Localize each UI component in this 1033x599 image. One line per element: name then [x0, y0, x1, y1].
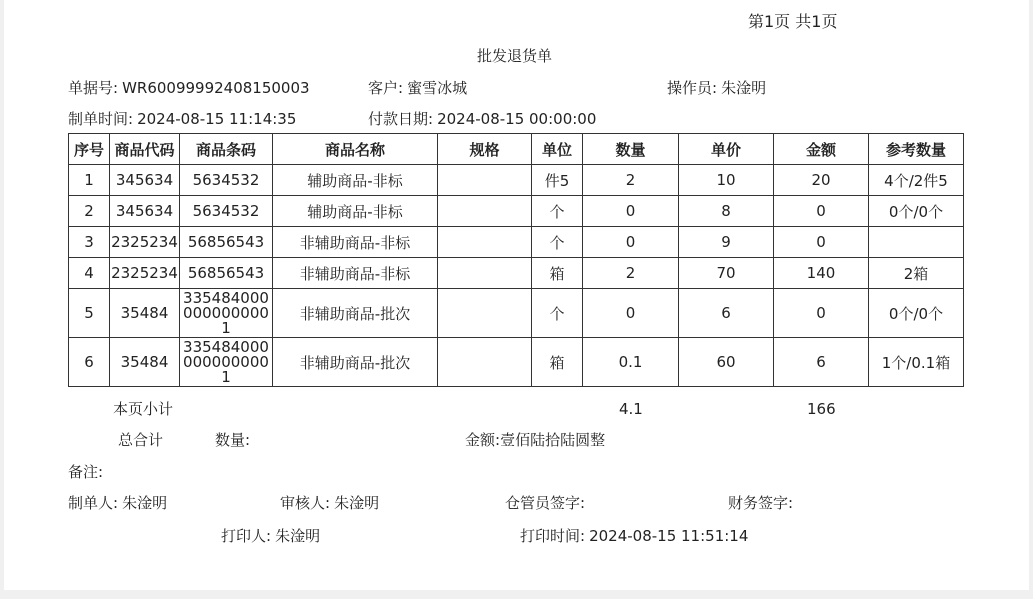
customer-field	[368, 79, 467, 97]
cell-price: 60	[679, 338, 774, 387]
cell-ref-qty: 4个/2件5	[869, 165, 964, 196]
operator-value: 朱淦明	[721, 79, 767, 97]
col-header-no: 序号	[69, 134, 110, 165]
cell-spec	[438, 338, 532, 387]
col-header-code: 商品代码	[110, 134, 180, 165]
operator-label: 操作员:	[667, 79, 718, 97]
cell-qty: 2	[583, 165, 679, 196]
cell-ref-qty	[869, 227, 964, 258]
created-time-value: 2024-08-15 11:14:35	[137, 110, 297, 128]
cell-unit: 个	[532, 227, 583, 258]
remark-label: 备注:	[68, 463, 104, 481]
total-amount-text: 壹佰陆拾陆圆整	[500, 431, 606, 449]
cell-unit: 个	[532, 289, 583, 338]
table-row	[69, 196, 964, 227]
cell-no: 1	[69, 165, 110, 196]
finance-sign-label: 财务签字:	[728, 494, 794, 512]
cell-name: 辅助商品-非标	[273, 165, 438, 196]
col-header-name: 商品名称	[273, 134, 438, 165]
print-time-field	[520, 527, 748, 545]
operator-field	[667, 79, 766, 97]
cell-qty: 0.1	[583, 338, 679, 387]
maker-value: 朱淦明	[122, 494, 168, 512]
created-time-field	[68, 110, 296, 128]
warehouse-sign-label: 仓管员签字:	[505, 494, 586, 512]
print-sheet	[4, 0, 1029, 590]
cell-ref-qty: 1个/0.1箱	[869, 338, 964, 387]
cell-unit: 件5	[532, 165, 583, 196]
subtotal-qty: 4.1	[619, 400, 643, 418]
cell-unit: 个	[532, 196, 583, 227]
cell-spec	[438, 196, 532, 227]
cell-barcode: 5634532	[180, 196, 273, 227]
total-amount-field	[465, 431, 605, 449]
print-time-label: 打印时间:	[520, 527, 586, 545]
total-amount-label: 金额:	[465, 431, 501, 449]
cell-code: 2325234	[110, 227, 180, 258]
cell-amount: 0	[774, 227, 869, 258]
cell-qty: 0	[583, 227, 679, 258]
table-row	[69, 289, 964, 338]
cell-no: 2	[69, 196, 110, 227]
cell-unit: 箱	[532, 258, 583, 289]
cell-qty: 2	[583, 258, 679, 289]
cell-barcode: 5634532	[180, 165, 273, 196]
table-row	[69, 165, 964, 196]
cell-amount: 0	[774, 196, 869, 227]
cell-price: 8	[679, 196, 774, 227]
cell-price: 6	[679, 289, 774, 338]
auditor-label: 审核人:	[280, 494, 331, 512]
table-row	[69, 258, 964, 289]
doc-no-value: WR60099992408150003	[122, 79, 310, 97]
customer-label: 客户:	[368, 79, 404, 97]
cell-code: 2325234	[110, 258, 180, 289]
cell-name: 非辅助商品-非标	[273, 258, 438, 289]
cell-barcode: 3354840000000000001	[180, 338, 273, 387]
col-header-unit: 单位	[532, 134, 583, 165]
cell-ref-qty: 0个/0个	[869, 196, 964, 227]
cell-qty: 0	[583, 289, 679, 338]
cell-barcode: 3354840000000000001	[180, 289, 273, 338]
cell-no: 4	[69, 258, 110, 289]
pay-date-label: 付款日期:	[368, 110, 434, 128]
cell-no: 5	[69, 289, 110, 338]
col-header-amount: 金额	[774, 134, 869, 165]
cell-barcode: 56856543	[180, 227, 273, 258]
cell-no: 6	[69, 338, 110, 387]
cell-amount: 20	[774, 165, 869, 196]
col-header-barcode: 商品条码	[180, 134, 273, 165]
doc-no-label: 单据号:	[68, 79, 119, 97]
cell-code: 345634	[110, 196, 180, 227]
created-time-label: 制单时间:	[68, 110, 134, 128]
total-label: 总合计	[118, 431, 164, 449]
cell-spec	[438, 165, 532, 196]
goods-table	[68, 133, 964, 387]
col-header-qty: 数量	[583, 134, 679, 165]
print-time-value: 2024-08-15 11:51:14	[589, 527, 749, 545]
maker-label: 制单人:	[68, 494, 119, 512]
pay-date-field	[368, 110, 596, 128]
cell-name: 非辅助商品-非标	[273, 227, 438, 258]
cell-no: 3	[69, 227, 110, 258]
auditor-value: 朱淦明	[334, 494, 380, 512]
cell-name: 非辅助商品-批次	[273, 338, 438, 387]
table-row	[69, 227, 964, 258]
cell-price: 10	[679, 165, 774, 196]
cell-code: 35484	[110, 289, 180, 338]
col-header-price: 单价	[679, 134, 774, 165]
auditor-field	[280, 494, 379, 512]
cell-barcode: 56856543	[180, 258, 273, 289]
cell-ref-qty: 0个/0个	[869, 289, 964, 338]
doc-no-field	[68, 79, 310, 97]
subtotal-label: 本页小计	[113, 400, 174, 418]
printer-value: 朱淦明	[275, 527, 321, 545]
cell-amount: 140	[774, 258, 869, 289]
cell-name: 非辅助商品-批次	[273, 289, 438, 338]
cell-code: 35484	[110, 338, 180, 387]
printer-label: 打印人:	[221, 527, 272, 545]
cell-spec	[438, 289, 532, 338]
table-header-row	[69, 134, 964, 165]
col-header-ref-qty: 参考数量	[869, 134, 964, 165]
cell-qty: 0	[583, 196, 679, 227]
printer-field	[221, 527, 320, 545]
page-indicator: 第1页 共1页	[748, 12, 838, 31]
cell-price: 70	[679, 258, 774, 289]
subtotal-amount: 166	[807, 400, 836, 418]
maker-field	[68, 494, 167, 512]
cell-ref-qty: 2箱	[869, 258, 964, 289]
document-title: 批发退货单	[477, 47, 553, 65]
cell-spec	[438, 227, 532, 258]
table-row	[69, 338, 964, 387]
cell-name: 辅助商品-非标	[273, 196, 438, 227]
cell-code: 345634	[110, 165, 180, 196]
cell-amount: 6	[774, 338, 869, 387]
cell-spec	[438, 258, 532, 289]
pay-date-value: 2024-08-15 00:00:00	[437, 110, 597, 128]
cell-price: 9	[679, 227, 774, 258]
customer-value: 蜜雪冰城	[407, 79, 468, 97]
total-qty-label: 数量:	[215, 431, 251, 449]
col-header-spec: 规格	[438, 134, 532, 165]
cell-unit: 箱	[532, 338, 583, 387]
cell-amount: 0	[774, 289, 869, 338]
